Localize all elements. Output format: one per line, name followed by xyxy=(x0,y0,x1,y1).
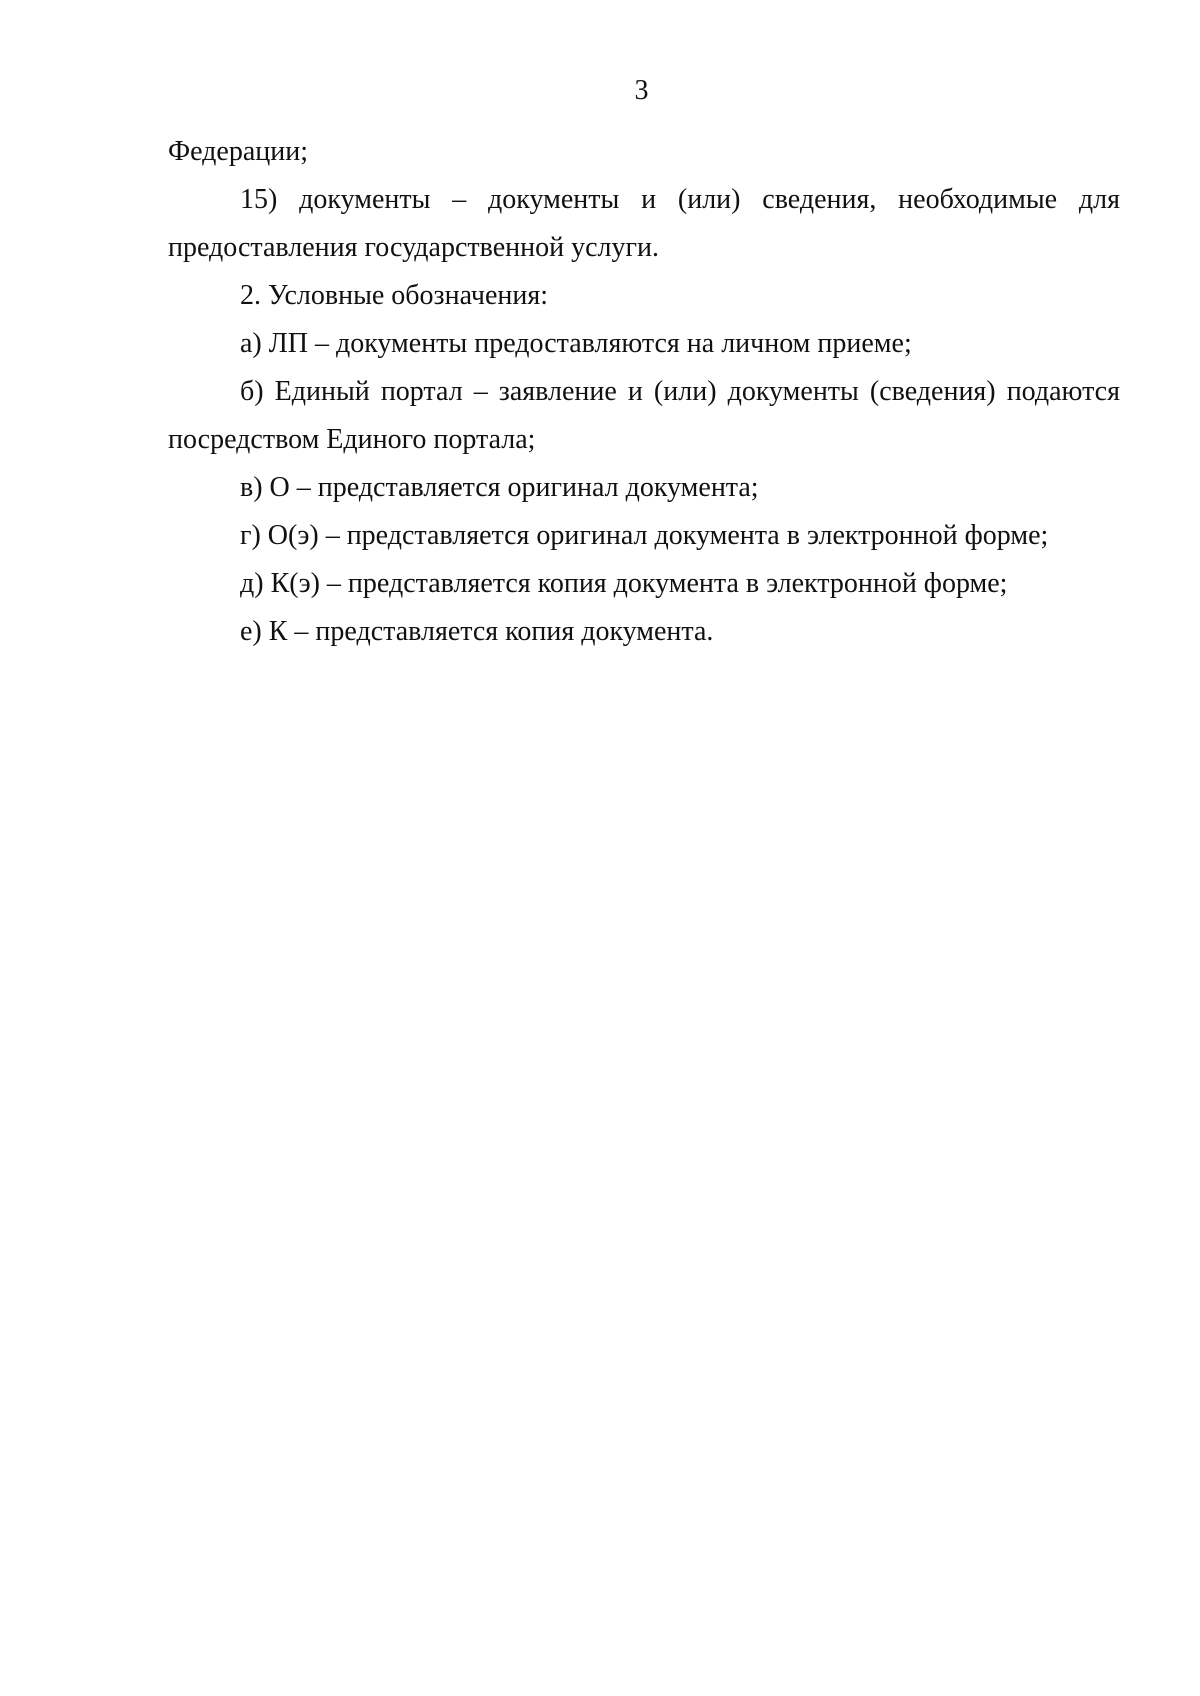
paragraph-item-v: в) О – представляется оригинал документа; xyxy=(240,472,759,503)
paragraph-section-2-heading: 2. Условные обозначения: xyxy=(240,280,549,311)
document-body xyxy=(168,128,1120,656)
paragraph-item-a: а) ЛП – документы предоставляются на личном приеме; xyxy=(240,328,912,359)
paragraph-item-15: 15) документы – документы и (или) сведения, необходимые для предоставления государственной услуги. xyxy=(168,184,1120,263)
paragraph-item-g: г) О(э) – представляется оригинал документа в электронной форме; xyxy=(240,520,1049,551)
paragraph-item-b: б) Единый портал – заявление и (или) документы (сведения) подаются посредством Единого портала; xyxy=(168,376,1120,455)
paragraph-item-e: е) К – представляется копия документа. xyxy=(240,616,714,647)
paragraph-continuation: Федерации; xyxy=(168,136,309,167)
paragraph-item-d: д) К(э) – представляется копия документа в электронной форме; xyxy=(240,568,1008,599)
page-number: 3 xyxy=(634,75,649,106)
